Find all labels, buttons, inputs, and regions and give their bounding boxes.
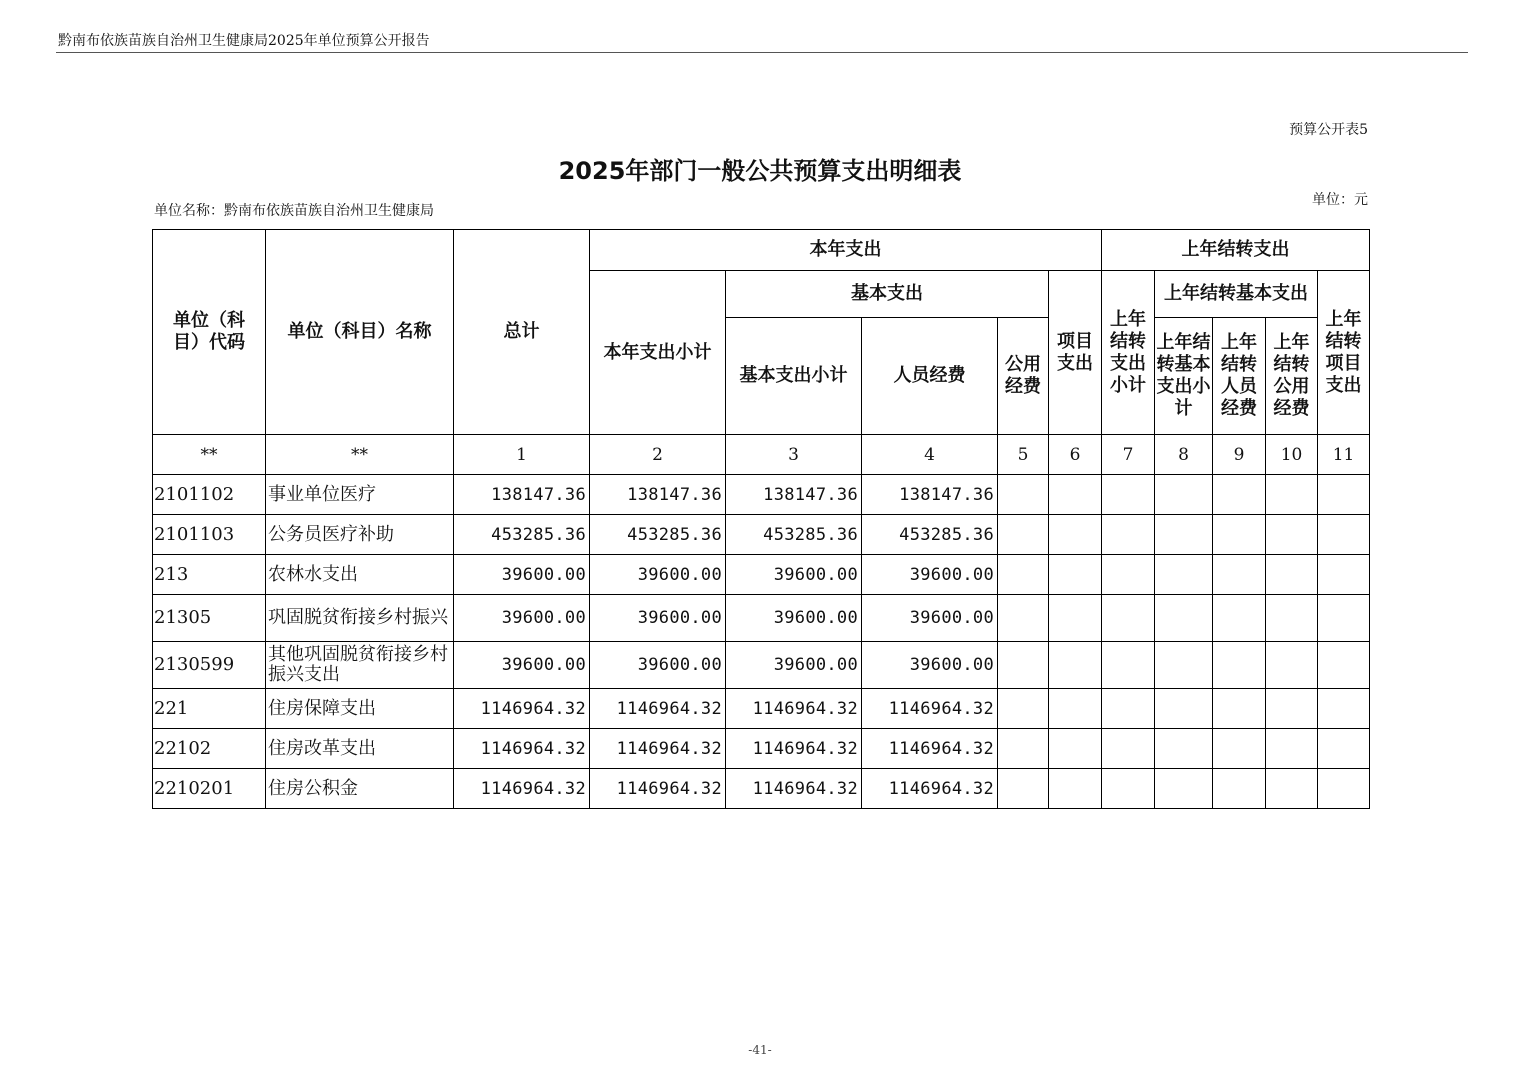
header-carry-basic: 上年结转基本支出 (1155, 271, 1318, 318)
personnel-cell: 39600.00 (862, 555, 998, 595)
header-carry-public: 上年结转公用经费 (1266, 318, 1318, 435)
name-cell: 其他巩固脱贫衔接乡村振兴支出 (266, 642, 454, 689)
current-subtotal-cell: 1146964.32 (590, 689, 726, 729)
carry-personnel-cell (1213, 555, 1266, 595)
carry-basic-subtotal-cell (1155, 475, 1213, 515)
project-cell (1049, 689, 1102, 729)
header-basic-subtotal: 基本支出小计 (726, 318, 862, 435)
current-subtotal-cell: 39600.00 (590, 595, 726, 642)
basic-subtotal-cell: 1146964.32 (726, 769, 862, 809)
header-carry-subtotal: 上年结转支出小计 (1102, 271, 1155, 435)
public-cell (998, 595, 1049, 642)
basic-subtotal-cell: 39600.00 (726, 595, 862, 642)
public-cell (998, 729, 1049, 769)
index-cell: 1 (454, 435, 590, 475)
basic-subtotal-cell: 453285.36 (726, 515, 862, 555)
carry-public-cell (1266, 475, 1318, 515)
carry-public-cell (1266, 515, 1318, 555)
current-subtotal-cell: 1146964.32 (590, 769, 726, 809)
total-cell: 1146964.32 (454, 769, 590, 809)
carry-project-cell (1318, 769, 1370, 809)
index-cell: ** (266, 435, 454, 475)
project-cell (1049, 595, 1102, 642)
table-row (153, 595, 1370, 642)
current-subtotal-cell: 39600.00 (590, 642, 726, 689)
unit-label: 单位：元 (1312, 192, 1368, 208)
running-header: 黔南布依族苗族自治州卫生健康局2025年单位预算公开报告 (58, 33, 430, 49)
name-cell: 住房改革支出 (266, 729, 454, 769)
header-carry-personnel: 上年结转人员经费 (1213, 318, 1266, 435)
index-cell: 6 (1049, 435, 1102, 475)
name-cell: 巩固脱贫衔接乡村振兴 (266, 595, 454, 642)
carry-personnel-cell (1213, 475, 1266, 515)
basic-subtotal-cell: 138147.36 (726, 475, 862, 515)
carry-project-cell (1318, 475, 1370, 515)
basic-subtotal-cell: 39600.00 (726, 642, 862, 689)
header-current-subtotal: 本年支出小计 (590, 271, 726, 435)
current-subtotal-cell: 138147.36 (590, 475, 726, 515)
carry-project-cell (1318, 515, 1370, 555)
project-cell (1049, 475, 1102, 515)
carry-subtotal-cell (1102, 515, 1155, 555)
carry-personnel-cell (1213, 689, 1266, 729)
header-carry-project: 上年结转项目支出 (1318, 271, 1370, 435)
personnel-cell: 1146964.32 (862, 729, 998, 769)
carry-basic-subtotal-cell (1155, 595, 1213, 642)
total-cell: 39600.00 (454, 642, 590, 689)
carry-basic-subtotal-cell (1155, 729, 1213, 769)
code-cell: 221 (153, 689, 266, 729)
code-cell: 2130599 (153, 642, 266, 689)
budget-table (152, 229, 1370, 809)
public-cell (998, 515, 1049, 555)
project-cell (1049, 555, 1102, 595)
header-code: 单位（科目）代码 (153, 230, 266, 435)
index-cell: 7 (1102, 435, 1155, 475)
carry-personnel-cell (1213, 769, 1266, 809)
public-cell (998, 475, 1049, 515)
name-cell: 住房保障支出 (266, 689, 454, 729)
carry-project-cell (1318, 555, 1370, 595)
header-personnel: 人员经费 (862, 318, 998, 435)
carry-basic-subtotal-cell (1155, 642, 1213, 689)
index-cell: 2 (590, 435, 726, 475)
carry-subtotal-cell (1102, 642, 1155, 689)
carry-subtotal-cell (1102, 595, 1155, 642)
column-index-row (153, 435, 1370, 475)
code-cell: 2101102 (153, 475, 266, 515)
carry-personnel-cell (1213, 515, 1266, 555)
name-cell: 公务员医疗补助 (266, 515, 454, 555)
index-cell: ** (153, 435, 266, 475)
basic-subtotal-cell: 1146964.32 (726, 729, 862, 769)
carry-subtotal-cell (1102, 769, 1155, 809)
carry-public-cell (1266, 729, 1318, 769)
carry-project-cell (1318, 642, 1370, 689)
total-cell: 1146964.32 (454, 689, 590, 729)
carry-personnel-cell (1213, 642, 1266, 689)
carry-subtotal-cell (1102, 729, 1155, 769)
project-cell (1049, 729, 1102, 769)
header-total: 总计 (454, 230, 590, 435)
table-row (153, 729, 1370, 769)
index-cell: 10 (1266, 435, 1318, 475)
public-cell (998, 689, 1049, 729)
personnel-cell: 138147.36 (862, 475, 998, 515)
personnel-cell: 1146964.32 (862, 689, 998, 729)
total-cell: 39600.00 (454, 555, 590, 595)
basic-subtotal-cell: 1146964.32 (726, 689, 862, 729)
table-row (153, 642, 1370, 689)
index-cell: 3 (726, 435, 862, 475)
page-number: -41- (748, 1043, 772, 1057)
personnel-cell: 39600.00 (862, 595, 998, 642)
carry-project-cell (1318, 595, 1370, 642)
table-row (153, 769, 1370, 809)
carry-basic-subtotal-cell (1155, 515, 1213, 555)
index-cell: 4 (862, 435, 998, 475)
carry-basic-subtotal-cell (1155, 689, 1213, 729)
public-cell (998, 642, 1049, 689)
carry-personnel-cell (1213, 595, 1266, 642)
header-public: 公用经费 (998, 318, 1049, 435)
total-cell: 453285.36 (454, 515, 590, 555)
table-row (153, 555, 1370, 595)
code-cell: 22102 (153, 729, 266, 769)
name-cell: 住房公积金 (266, 769, 454, 809)
header-carryover: 上年结转支出 (1102, 230, 1370, 271)
carry-project-cell (1318, 729, 1370, 769)
index-cell: 11 (1318, 435, 1370, 475)
code-cell: 2210201 (153, 769, 266, 809)
current-subtotal-cell: 39600.00 (590, 555, 726, 595)
current-subtotal-cell: 1146964.32 (590, 729, 726, 769)
header-basic: 基本支出 (726, 271, 1049, 318)
carry-subtotal-cell (1102, 475, 1155, 515)
header-project: 项目支出 (1049, 271, 1102, 435)
personnel-cell: 1146964.32 (862, 769, 998, 809)
total-cell: 138147.36 (454, 475, 590, 515)
name-cell: 农林水支出 (266, 555, 454, 595)
table-number: 预算公开表5 (1289, 122, 1368, 138)
carry-public-cell (1266, 555, 1318, 595)
carry-basic-subtotal-cell (1155, 555, 1213, 595)
current-subtotal-cell: 453285.36 (590, 515, 726, 555)
index-cell: 5 (998, 435, 1049, 475)
public-cell (998, 555, 1049, 595)
carry-public-cell (1266, 642, 1318, 689)
header-carry-basic-subtotal: 上年结转基本支出小计 (1155, 318, 1213, 435)
table-row (153, 689, 1370, 729)
code-cell: 21305 (153, 595, 266, 642)
carry-personnel-cell (1213, 729, 1266, 769)
project-cell (1049, 769, 1102, 809)
code-cell: 2101103 (153, 515, 266, 555)
carry-subtotal-cell (1102, 689, 1155, 729)
code-cell: 213 (153, 555, 266, 595)
total-cell: 39600.00 (454, 595, 590, 642)
project-cell (1049, 642, 1102, 689)
carry-basic-subtotal-cell (1155, 769, 1213, 809)
index-cell: 8 (1155, 435, 1213, 475)
header-divider (56, 52, 1468, 53)
total-cell: 1146964.32 (454, 729, 590, 769)
carry-public-cell (1266, 769, 1318, 809)
carry-project-cell (1318, 689, 1370, 729)
personnel-cell: 453285.36 (862, 515, 998, 555)
basic-subtotal-cell: 39600.00 (726, 555, 862, 595)
personnel-cell: 39600.00 (862, 642, 998, 689)
public-cell (998, 769, 1049, 809)
carry-public-cell (1266, 689, 1318, 729)
unit-name: 单位名称：黔南布依族苗族自治州卫生健康局 (154, 203, 434, 219)
header-current-year: 本年支出 (590, 230, 1102, 271)
table-row (153, 515, 1370, 555)
name-cell: 事业单位医疗 (266, 475, 454, 515)
carry-subtotal-cell (1102, 555, 1155, 595)
carry-public-cell (1266, 595, 1318, 642)
header-name: 单位（科目）名称 (266, 230, 454, 435)
page-title: 2025年部门一般公共预算支出明细表 (558, 157, 962, 185)
table-row (153, 475, 1370, 515)
index-cell: 9 (1213, 435, 1266, 475)
project-cell (1049, 515, 1102, 555)
